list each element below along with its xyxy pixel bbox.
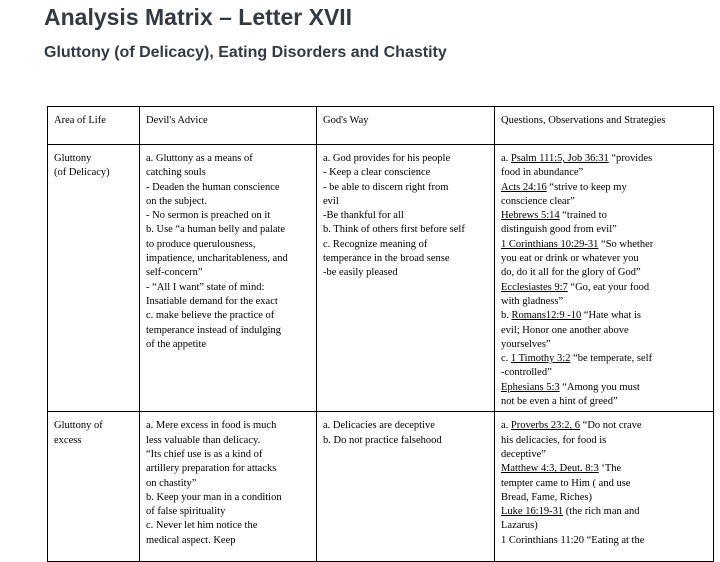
cell-line (501, 381, 707, 395)
cell-line: c. Recognize meaning of (323, 238, 428, 250)
cell-line (501, 166, 707, 180)
header-devils-advice: Devil's Advice (140, 107, 317, 145)
cell-line: a. Delicacies are deceptive (323, 420, 435, 432)
gods-way-cell (317, 145, 495, 412)
cell-line: -be easily pleased (323, 267, 398, 279)
line-text: (the rich man and (563, 506, 640, 518)
line-text: with gladness” (501, 295, 564, 307)
area-cell (48, 145, 140, 412)
cell-line: Gluttony of (54, 420, 103, 432)
cell-line (501, 309, 707, 323)
area-cell (48, 412, 140, 562)
cell-line: - be able to discern right from (323, 181, 449, 193)
line-text: b. (501, 310, 512, 322)
cell-line (501, 252, 707, 266)
line-text: “Hate what is (581, 310, 641, 322)
cell-line (501, 223, 707, 237)
cell-line: a. God provides for his people (323, 153, 451, 164)
cell-line (501, 491, 707, 505)
cell-line: b. Keep your man in a condition (146, 491, 282, 503)
cell-line (501, 266, 707, 280)
cell-line (501, 324, 707, 338)
cell-line (501, 295, 707, 309)
devils-advice-cell (140, 145, 317, 412)
cell-line: catching souls (146, 167, 206, 179)
line-text: “provides (608, 153, 653, 164)
cell-line (501, 462, 707, 476)
cell-line (501, 181, 707, 195)
line-text: -controlled” (501, 367, 552, 379)
analysis-matrix-table (47, 106, 714, 562)
cell-line: artillery preparation for attacks (146, 463, 277, 475)
line-text: not be even a hint of greed” (501, 396, 618, 408)
cell-line (501, 477, 707, 491)
cell-line: - “All I want” state of mind: (146, 281, 265, 293)
scripture-reference: Romans12:9 -10 (511, 310, 582, 322)
line-text: tempter came to Him ( and use (501, 477, 631, 489)
cell-line: temperance instead of indulging (146, 324, 281, 336)
line-text: 1 Corinthians 11:20 “Eating at the (501, 534, 645, 546)
line-text: evil; Honor one another above (501, 324, 629, 336)
cell-line (501, 534, 707, 548)
line-text: food in abundance” (501, 167, 584, 179)
cell-line (501, 395, 707, 409)
cell-line: b. Think of others first before self (323, 224, 465, 236)
cell-line (501, 505, 707, 519)
questions-cell (495, 412, 714, 562)
cell-line (501, 152, 707, 166)
cell-line: - Keep a clear conscience (323, 167, 431, 179)
line-text: “trained to (559, 210, 607, 222)
scripture-reference: Hebrews 5:14 (501, 210, 560, 222)
cell-line: medical aspect. Keep (146, 534, 236, 546)
scripture-reference: Ecclesiastes 9:7 (501, 281, 568, 293)
cell-line: to produce querulousness, (146, 238, 256, 250)
scripture-reference: Acts 24:16 (501, 181, 547, 193)
scripture-reference: 1 Timothy 3:2 (510, 353, 571, 365)
cell-line: less valuable than delicacy. (146, 434, 261, 446)
line-text: ‘The (598, 463, 622, 475)
cell-line: b. Do not practice falsehood (323, 434, 442, 446)
cell-line: on chastity” (146, 477, 197, 489)
line-text: deceptive” (501, 448, 546, 460)
scripture-reference: Matthew 4:3, Deut. 8:3 (501, 463, 599, 475)
scripture-reference: Proverbs 23:2, 6 (510, 420, 581, 432)
cell-line: evil (323, 195, 339, 207)
scripture-reference: 1 Corinthians 10:29-31 (501, 238, 599, 250)
cell-line (501, 419, 707, 433)
table-row (48, 145, 714, 412)
line-text: “strive to keep my (546, 181, 627, 193)
line-text: yourselves” (501, 338, 551, 350)
scripture-reference: Psalm 111:5, Job 36:31 (510, 153, 609, 164)
gods-way-cell (317, 412, 495, 562)
cell-line: temperance in the broad sense (323, 253, 450, 265)
cell-line: (of Delicacy) (54, 167, 110, 179)
cell-line (501, 519, 707, 533)
line-text: “Among you must (559, 381, 640, 393)
table-header-row (48, 107, 714, 145)
cell-line (501, 352, 707, 366)
cell-line: excess (54, 434, 82, 446)
cell-line (501, 209, 707, 223)
cell-line: “Its chief use is as a kind of (146, 448, 263, 460)
line-text: conscience clear” (501, 195, 575, 207)
header-area-of-life: Area of Life (48, 107, 140, 145)
line-text: “So whether (598, 238, 654, 250)
cell-line: a. Gluttony as a means of (146, 153, 253, 164)
cell-line: a. Mere excess in food is much (146, 420, 277, 432)
line-text: “Do not crave (580, 420, 642, 432)
line-text: c. (501, 353, 511, 365)
cell-line: Gluttony (54, 153, 92, 164)
line-text: Bread, Fame, Riches) (501, 491, 592, 503)
scripture-reference: Luke 16:19-31 (501, 506, 564, 518)
line-text: you eat or drink or whatever you (501, 253, 639, 265)
table-row (48, 412, 714, 562)
cell-line: c. make believe the practice of (146, 310, 275, 322)
line-text: “Go, eat your food (567, 281, 650, 293)
cell-line (501, 366, 707, 380)
cell-line (501, 338, 707, 352)
questions-cell (495, 145, 714, 412)
cell-line (501, 281, 707, 295)
cell-line: Insatiable demand for the exact (146, 295, 278, 307)
header-gods-way: God's Way (317, 107, 495, 145)
cell-line: -Be thankful for all (323, 210, 404, 222)
page-title: Analysis Matrix – Letter XVII (44, 4, 353, 30)
line-text: his delicacies, for food is (501, 434, 607, 446)
line-text: a. (501, 153, 511, 164)
scripture-reference: Ephesians 5:3 (501, 381, 560, 393)
line-text: Lazarus) (501, 520, 538, 532)
cell-line: of false spirituality (146, 506, 226, 518)
line-text: a. (501, 420, 511, 432)
cell-line (501, 434, 707, 448)
cell-line (501, 195, 707, 209)
page-subtitle: Gluttony (of Delicacy), Eating Disorders and Chastity (44, 44, 447, 61)
cell-line: self-concern” (146, 267, 203, 279)
cell-line: on the subject. (146, 195, 207, 207)
line-text: do, do it all for the glory of God” (501, 267, 641, 279)
cell-line: of the appetite (146, 338, 207, 350)
cell-line: b. Use “a human belly and palate (146, 224, 286, 236)
cell-line: - Deaden the human conscience (146, 181, 280, 193)
header-questions: Questions, Observations and Strategies (495, 107, 714, 145)
cell-line: - No sermon is preached on it (146, 210, 271, 222)
cell-line: c. Never let him notice the (146, 520, 258, 532)
cell-line: impatience, uncharitableness, and (146, 253, 288, 265)
cell-line (501, 448, 707, 462)
cell-line (501, 238, 707, 252)
devils-advice-cell (140, 412, 317, 562)
line-text: “be temperate, self (570, 353, 653, 365)
line-text: distinguish good from evil” (501, 224, 617, 236)
